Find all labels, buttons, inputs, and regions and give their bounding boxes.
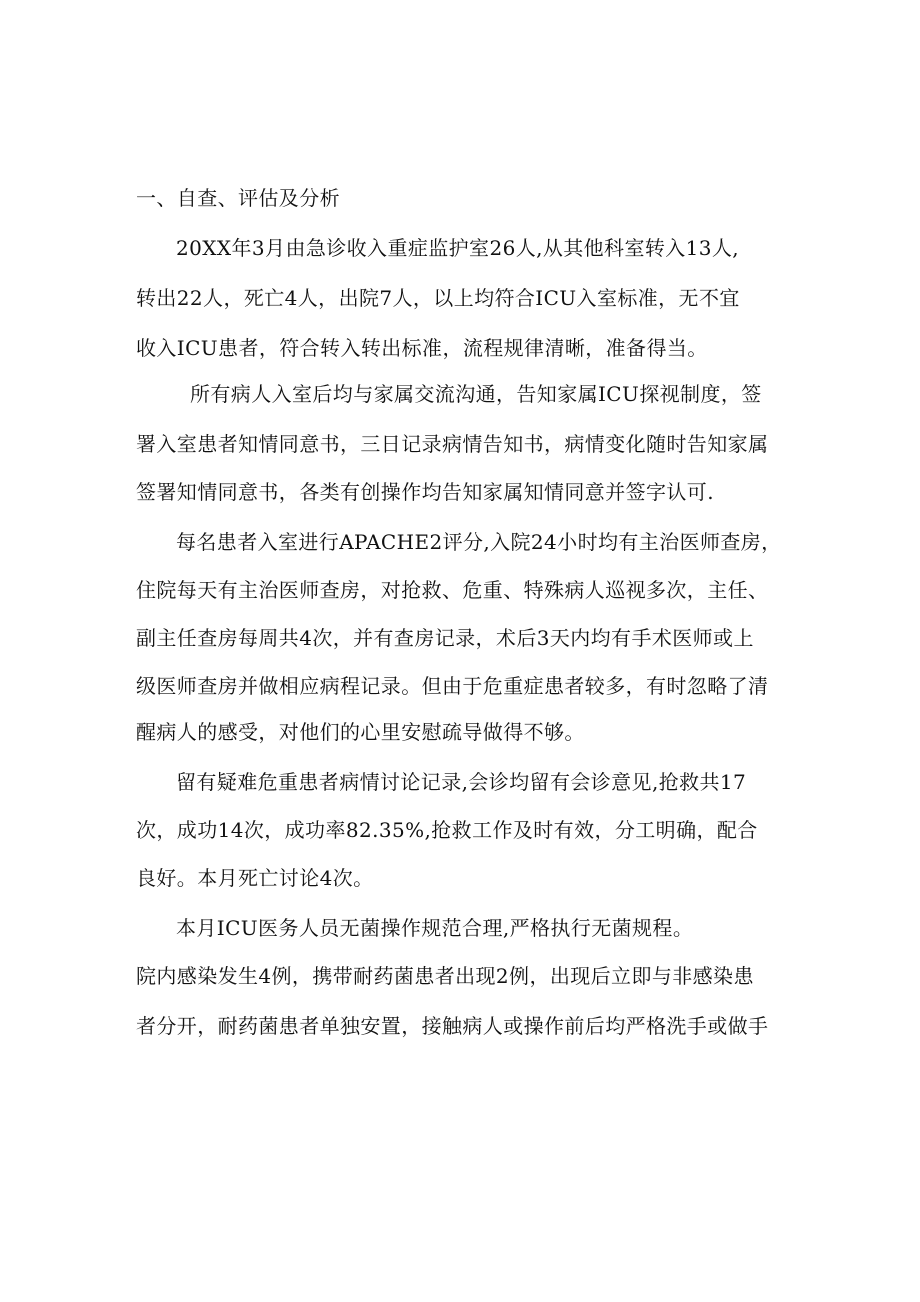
- paragraph-3-line-1: 每名患者入室进行APACHE2评分,入院24小时均有主治医师查房，: [176, 530, 782, 554]
- paragraph-1-line-3: 收入ICU患者，符合转入转出标准，流程规律清晰，准备得当。: [136, 336, 708, 360]
- section-heading: 一、自查、评估及分析: [136, 186, 340, 210]
- paragraph-2-line-2: 署入室患者知情同意书，三日记录病情告知书，病情变化随时告知家属: [136, 432, 769, 456]
- paragraph-5-line-1: 本月ICU医务人员无菌操作规范合理,严格执行无菌规程。: [176, 916, 694, 940]
- paragraph-4-line-2: 次，成功14次，成功率82.35%,抢救工作及时有效，分工明确，配合: [136, 818, 758, 842]
- paragraph-2-line-3: 签署知情同意书，各类有创操作均告知家属知情同意并签字认可.: [136, 480, 714, 504]
- paragraph-3-line-4: 级医师查房并做相应病程记录。但由于危重症患者较多，有时忽略了清: [136, 674, 769, 698]
- paragraph-1-line-2: 转出22人，死亡4人，出院7人，以上均符合ICU入室标准，无不宜: [136, 286, 740, 310]
- paragraph-1-line-1: 20XX年3月由急诊收入重症监护室26人,从其他科室转入13人,: [176, 236, 740, 260]
- paragraph-5-line-3: 者分开，耐药菌患者单独安置，接触病人或操作前后均严格洗手或做手: [136, 1014, 769, 1038]
- paragraph-3-line-3: 副主任查房每周共4次，并有查房记录，术后3天内均有手术医师或上: [136, 626, 754, 650]
- paragraph-4-line-1: 留有疑难危重患者病情讨论记录,会诊均留有会诊意见,抢救共17: [176, 770, 747, 794]
- paragraph-4-line-3: 良好。本月死亡讨论4次。: [136, 866, 374, 890]
- paragraph-2-line-1: 所有病人入室后均与家属交流沟通，告知家属ICU探视制度，签: [190, 382, 762, 406]
- paragraph-3-line-2: 住院每天有主治医师查房，对抢救、危重、特殊病人巡视多次，主任、: [136, 578, 769, 602]
- paragraph-5-line-2: 院内感染发生4例，携带耐药菌患者出现2例，出现后立即与非感染患: [136, 964, 754, 988]
- paragraph-3-line-5: 醒病人的感受，对他们的心里安慰疏导做得不够。: [136, 720, 585, 744]
